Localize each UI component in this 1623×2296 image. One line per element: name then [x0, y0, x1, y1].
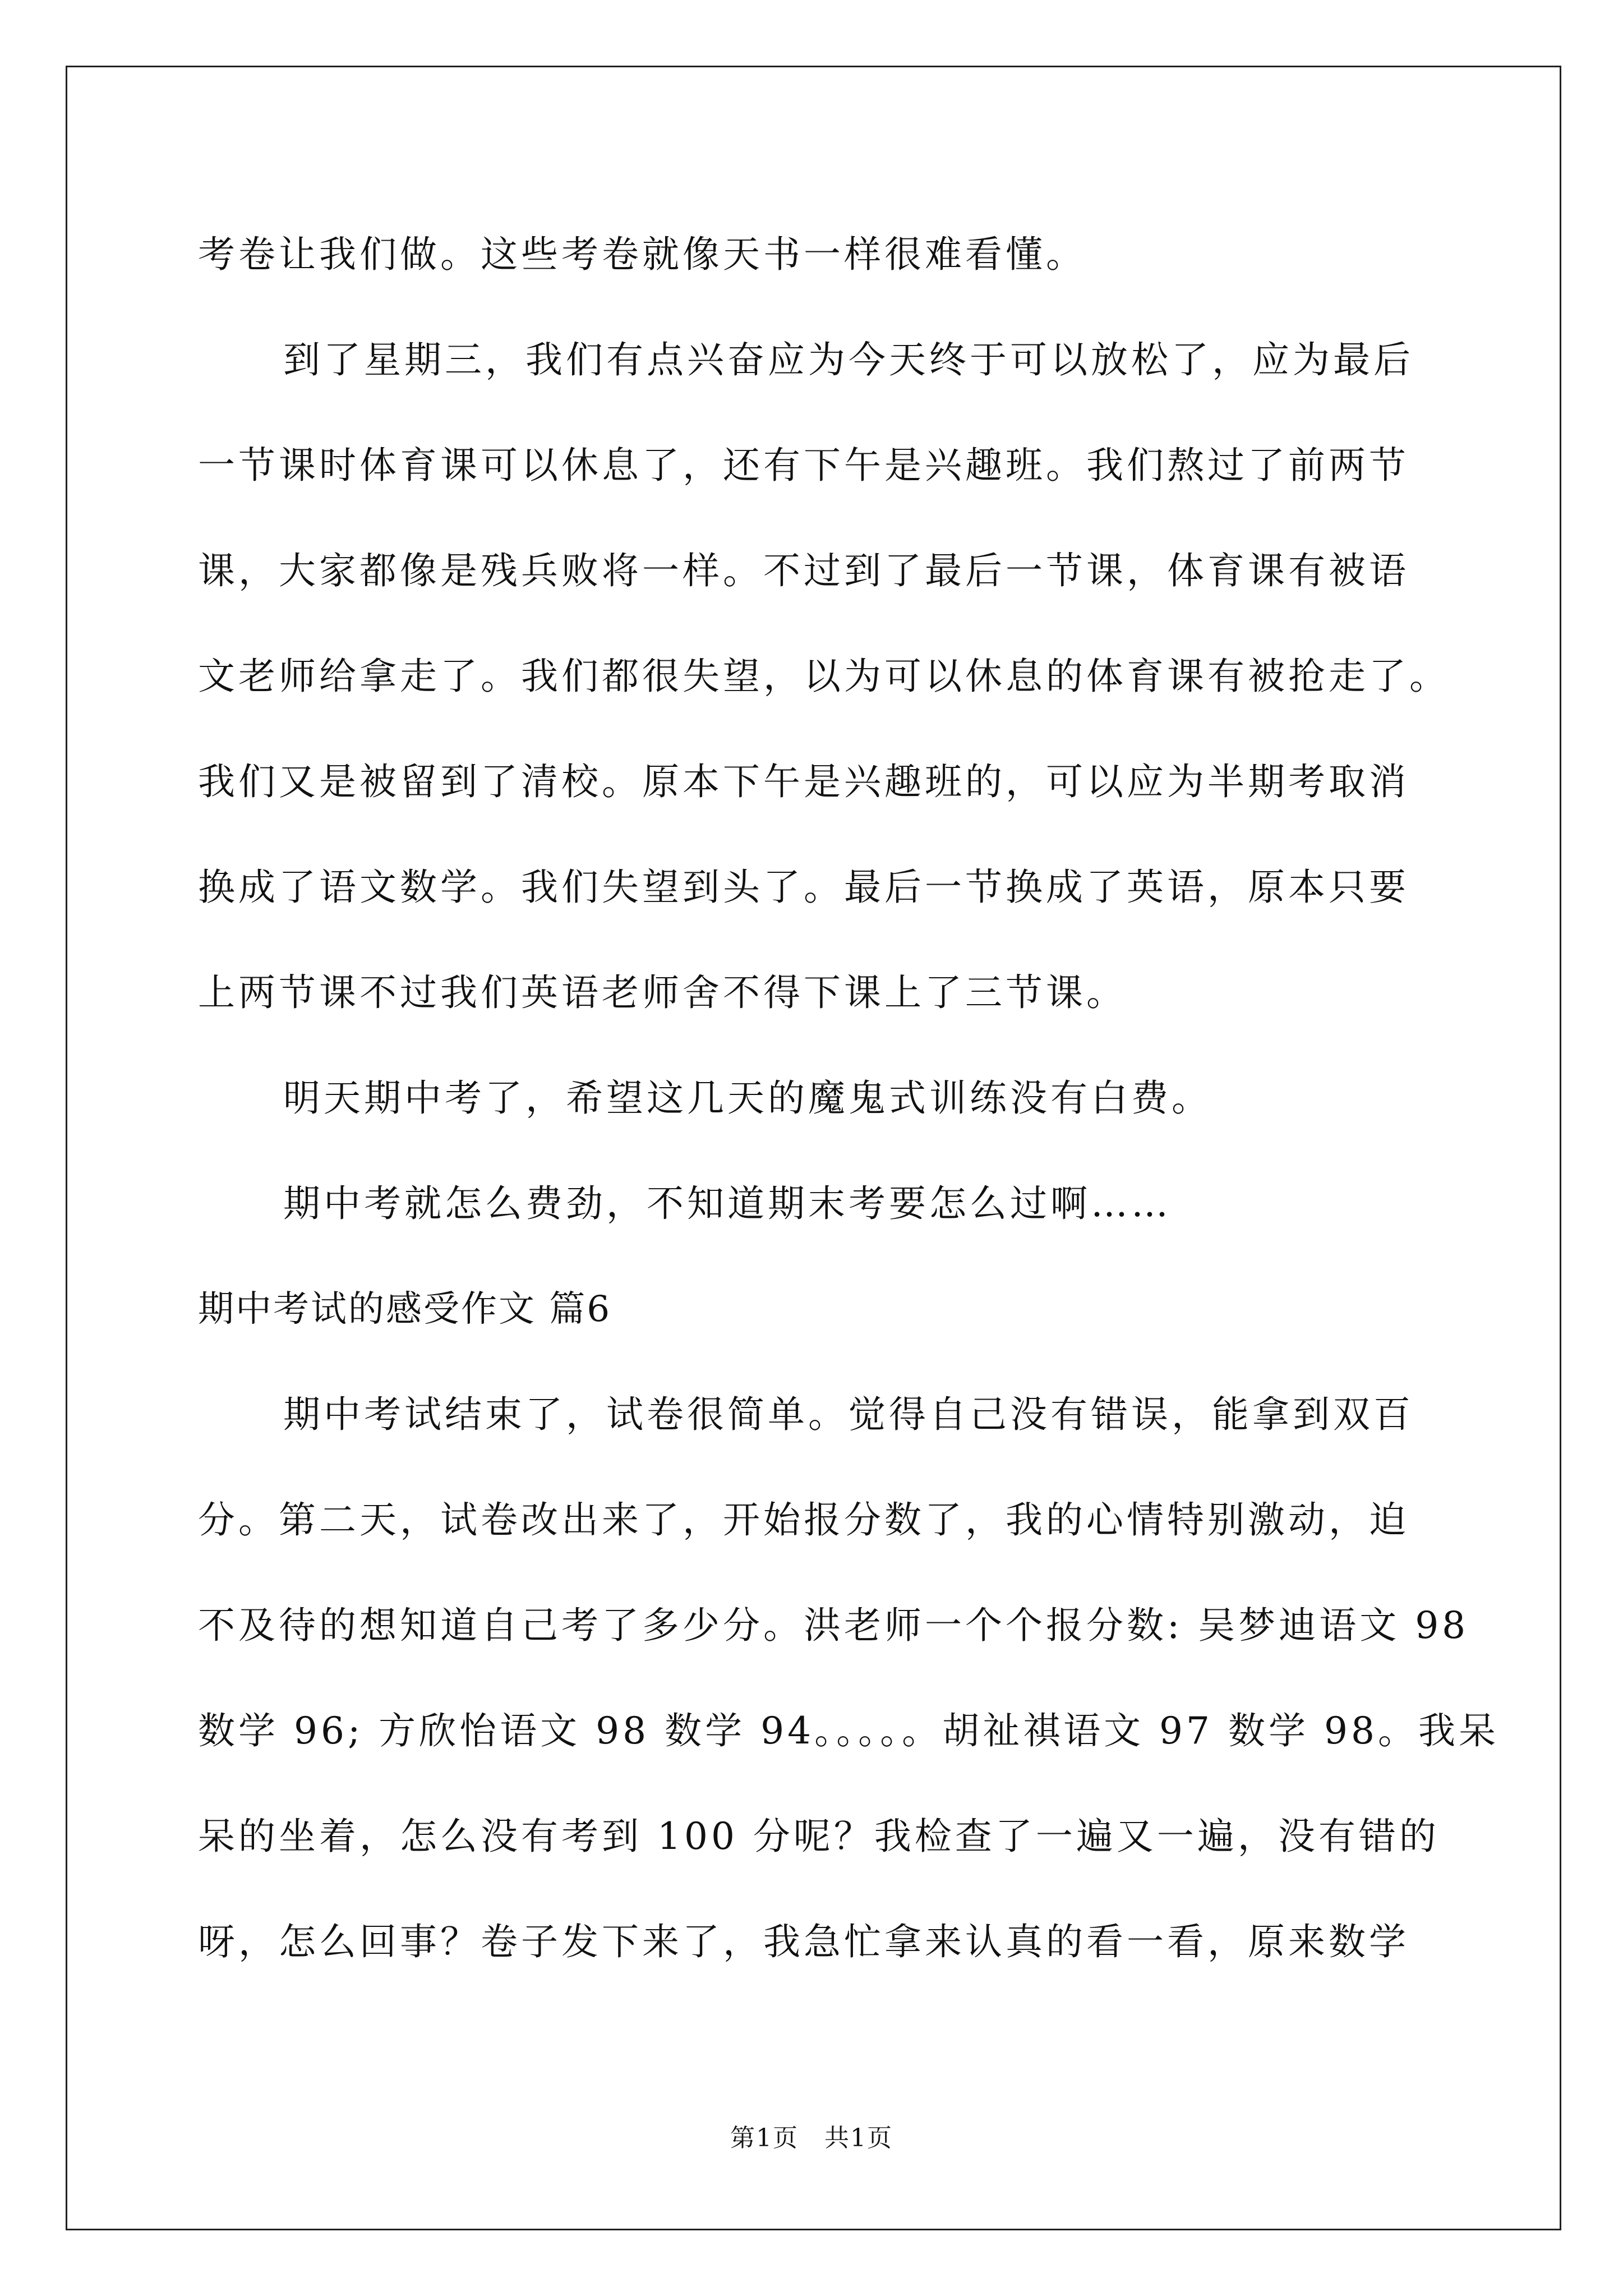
paragraph-line: 呀，怎么回事？卷子发下来了，我急忙拿来认真的看一看，原来数学	[198, 1920, 1409, 1963]
document-body	[198, 202, 1499, 1995]
paragraph-line: 呆的坐着，怎么没有考到 100 分呢？我检查了一遍又一遍，没有错的	[198, 1815, 1440, 1858]
paragraph-line: 分。第二天，试卷改出来了，开始报分数了，我的心情特别激动，迫	[198, 1498, 1409, 1542]
paragraph-line: 期中考试结束了，试卷很简单。觉得自己没有错误，能拿到双百	[283, 1393, 1414, 1436]
paragraph-line: 考卷让我们做。这些考卷就像天书一样很难看懂。	[198, 233, 1086, 276]
paragraph-line: 明天期中考了，希望这几天的魔鬼式训练没有白费。	[283, 1076, 1212, 1120]
paragraph-line: 期中考就怎么费劲，不知道期末考要怎么过啊……	[283, 1182, 1172, 1225]
paragraph-line: 换成了语文数学。我们失望到头了。最后一节换成了英语，原本只要	[198, 866, 1409, 909]
paragraph-line: 一节课时体育课可以休息了，还有下午是兴趣班。我们熬过了前两节	[198, 444, 1409, 487]
section-heading: 期中考试的感受作文 篇6	[198, 1289, 612, 1330]
paragraph-line: 到了星期三，我们有点兴奋应为今天终于可以放松了，应为最后	[283, 338, 1414, 381]
paragraph-line: 课，大家都像是残兵败将一样。不过到了最后一节课，体育课有被语	[198, 549, 1409, 592]
paragraph-line: 我们又是被留到了清校。原本下午是兴趣班的，可以应为半期考取消	[198, 760, 1409, 803]
paragraph-line: 数学 96; 方欣怡语文 98 数学 94。。。。。胡祉祺语文 97 数学 98。我呆	[198, 1709, 1499, 1752]
page-footer: 第1页 共1页	[730, 2124, 893, 2152]
paragraph-line: 上两节课不过我们英语老师舍不得下课上了三节课。	[198, 971, 1127, 1014]
paragraph-line: 文老师给拿走了。我们都很失望，以为可以休息的体育课有被抢走了。	[198, 655, 1450, 698]
paragraph-line: 不及待的想知道自己考了多少分。洪老师一个个报分数: 吴梦迪语文 98	[198, 1604, 1469, 1647]
